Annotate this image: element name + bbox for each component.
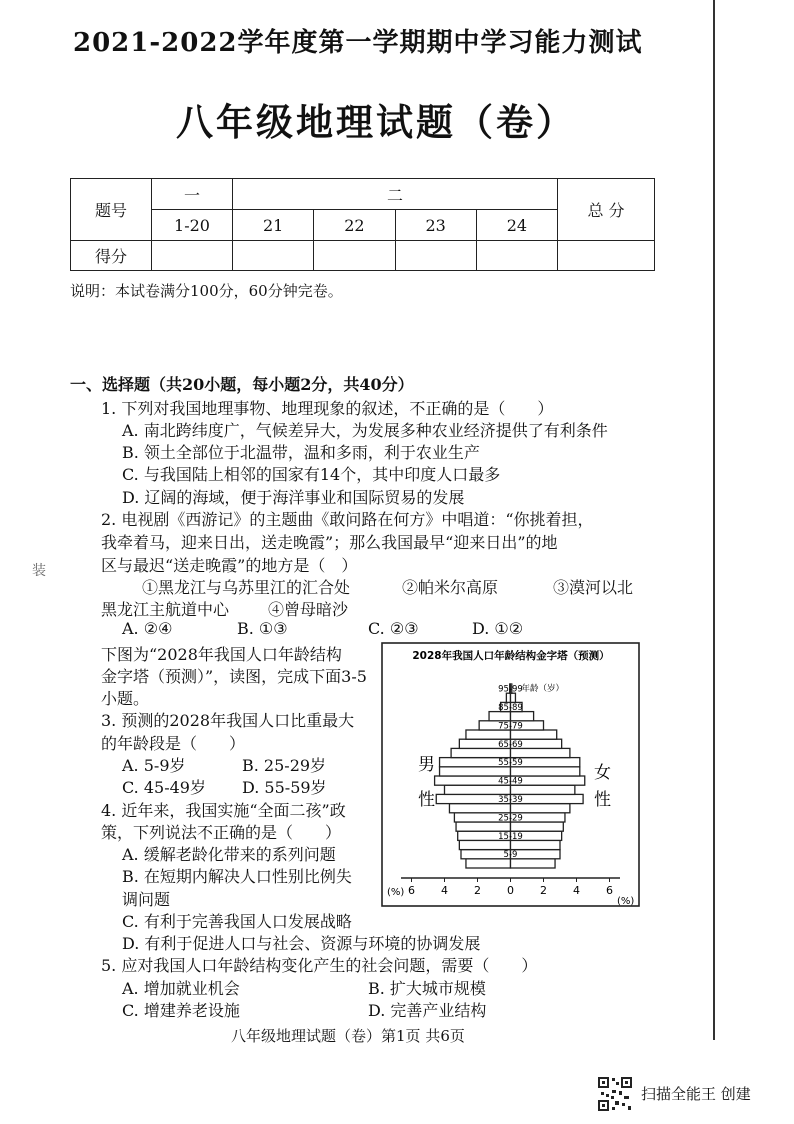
q5-option-b: B. 扩大城市规模 bbox=[368, 979, 486, 998]
section-two-header: 二 bbox=[233, 179, 558, 210]
score-table bbox=[70, 178, 655, 271]
page-footer: 八年级地理试题（卷）第1页 共6页 bbox=[231, 1027, 465, 1045]
q4-option-a: A. 缓解老龄化带来的系列问题 bbox=[122, 845, 336, 864]
age-label-45-49: 45-49 bbox=[498, 776, 523, 787]
q2-option-a: A. ②④ bbox=[122, 619, 173, 638]
bar-female-5-9 bbox=[511, 850, 561, 859]
male-label-2: 性 bbox=[418, 790, 435, 810]
q4-option-b-line-1: B. 在短期内解决人口性别比例失 bbox=[122, 867, 352, 886]
q3-line-2: 的年龄段是（ ） bbox=[101, 734, 246, 753]
section-one-header: 一 bbox=[152, 179, 233, 210]
q2-item-2: ②帕米尔高原 bbox=[402, 578, 499, 597]
score-cell bbox=[395, 241, 476, 271]
x-tick-label: 2 bbox=[474, 884, 481, 897]
q5-option-c: C. 增建养老设施 bbox=[122, 1001, 240, 1020]
col-22: 22 bbox=[314, 210, 395, 241]
q3-option-a: A. 5-9岁 bbox=[122, 756, 186, 775]
x-tick-label: 6 bbox=[408, 884, 415, 897]
q3-option-c: C. 45-49岁 bbox=[122, 778, 206, 797]
col-1-20: 1-20 bbox=[152, 210, 233, 241]
intro-line-1: 下图为“2028年我国人口年龄结构 bbox=[101, 645, 342, 664]
col-23: 23 bbox=[395, 210, 476, 241]
age-label-95-99: 95-99 bbox=[498, 684, 523, 695]
age-label-25-29: 25-29 bbox=[498, 813, 523, 824]
q2-line-4: 黑龙江主航道中心 bbox=[101, 600, 230, 619]
score-cell bbox=[233, 241, 314, 271]
q4-option-d: D. 有利于促进人口与社会、资源与环境的协调发展 bbox=[122, 934, 481, 953]
exam-title: 2021-2022学年度第一学期期中学习能力测试 bbox=[73, 28, 643, 58]
q4-line-1: 4. 近年来，我国实施“全面二孩”政 bbox=[101, 801, 346, 820]
col-21: 21 bbox=[233, 210, 314, 241]
intro-line-3: 小题。 bbox=[101, 689, 150, 708]
q2-option-b: B. ①③ bbox=[237, 619, 288, 638]
female-label-2: 性 bbox=[594, 790, 611, 810]
age-label-85-89: 85-89 bbox=[498, 703, 523, 713]
q3-option-d: D. 55-59岁 bbox=[242, 778, 327, 797]
x-tick-label: 2 bbox=[540, 884, 547, 897]
x-unit-right: (%) bbox=[617, 896, 635, 907]
age-label-55-59: 55-59 bbox=[498, 758, 523, 769]
col-24: 24 bbox=[476, 210, 557, 241]
q2-option-c: C. ②③ bbox=[368, 619, 419, 638]
male-label-1: 男 bbox=[418, 755, 435, 775]
score-cell bbox=[152, 241, 233, 271]
q5-option-d: D. 完善产业结构 bbox=[368, 1001, 487, 1020]
age-label-15-19: 15-19 bbox=[498, 831, 523, 842]
total-header: 总 分 bbox=[558, 179, 655, 241]
q2-line-3: 区与最迟“送走晚霞”的地方是（ ） bbox=[101, 556, 358, 575]
chart-title: 2028年我国人口年龄结构金字塔（预测） bbox=[412, 650, 610, 662]
scanner-watermark: 扫描全能王 创建 bbox=[641, 1085, 751, 1103]
q5-option-a: A. 增加就业机会 bbox=[122, 979, 240, 998]
score-cell bbox=[558, 241, 655, 271]
section-heading: 一、选择题（共20小题，每小题2分，共40分） bbox=[70, 375, 414, 394]
q2-line-2: 我牵着马，迎来日出，送走晚霞”；那么我国最早“迎来日出”的地 bbox=[101, 533, 558, 552]
q4-option-c: C. 有利于完善我国人口发展战略 bbox=[122, 912, 352, 931]
q2-line-1: 2. 电视剧《西游记》的主题曲《敢问路在何方》中唱道：“你挑着担， bbox=[101, 510, 594, 529]
qr-code-icon bbox=[597, 1076, 633, 1112]
x-tick-label: 0 bbox=[507, 884, 514, 897]
q4-line-2: 策，下列说法不正确的是（ ） bbox=[101, 823, 342, 842]
age-label-35-39: 35-39 bbox=[498, 795, 523, 805]
exam-note: 说明：本试卷满分100分，60分钟完卷。 bbox=[70, 282, 343, 300]
q1-option-c: C. 与我国陆上相邻的国家有14个，其中印度人口最多 bbox=[122, 465, 501, 484]
q3-option-b: B. 25-29岁 bbox=[242, 756, 327, 775]
intro-line-2: 金字塔（预测）”，读图，完成下面3-5 bbox=[101, 667, 367, 686]
age-axis-label: 年龄（岁） bbox=[521, 684, 565, 695]
margin-line bbox=[713, 0, 715, 1040]
q2-item-3: ③漠河以北 bbox=[553, 578, 634, 597]
q2-option-d: D. ①② bbox=[472, 619, 524, 638]
x-tick-label: 6 bbox=[606, 884, 613, 897]
age-label-5-9: 5-9 bbox=[503, 850, 518, 861]
score-cell bbox=[314, 241, 395, 271]
row-label-score: 得分 bbox=[71, 241, 152, 271]
q2-item-1: ①黑龙江与乌苏里江的汇合处 bbox=[142, 578, 351, 597]
q1-option-a: A. 南北跨纬度广，气候差异大，为发展多种农业经济提供了有利条件 bbox=[122, 421, 608, 440]
q1-option-d: D. 辽阔的海域，便于海洋事业和国际贸易的发展 bbox=[122, 488, 465, 507]
q5-stem: 5. 应对我国人口年龄结构变化产生的社会问题，需要（ ） bbox=[101, 956, 538, 975]
binding-margin-mark: 装 bbox=[32, 563, 46, 579]
score-cell bbox=[476, 241, 557, 271]
q1-stem: 1. 下列对我国地理事物、地理现象的叙述，不正确的是（ ） bbox=[101, 399, 554, 418]
x-tick-label: 4 bbox=[441, 884, 448, 897]
age-label-65-69: 65-69 bbox=[498, 739, 523, 750]
q3-line-1: 3. 预测的2028年我国人口比重最大 bbox=[101, 711, 355, 730]
female-label-1: 女 bbox=[594, 763, 611, 783]
q2-item-4: ④曾母暗沙 bbox=[268, 600, 349, 619]
q4-option-b-line-2: 调问题 bbox=[122, 890, 171, 909]
population-pyramid-chart bbox=[381, 642, 640, 907]
x-tick-label: 4 bbox=[573, 884, 580, 897]
q1-option-b: B. 领土全部位于北温带，温和多雨，利于农业生产 bbox=[122, 443, 480, 462]
row-label-number: 题号 bbox=[71, 179, 152, 241]
age-label-75-79: 75-79 bbox=[498, 721, 523, 732]
exam-subtitle: 八年级地理试题（卷） bbox=[176, 100, 576, 144]
x-unit-left: (%) bbox=[387, 887, 405, 898]
